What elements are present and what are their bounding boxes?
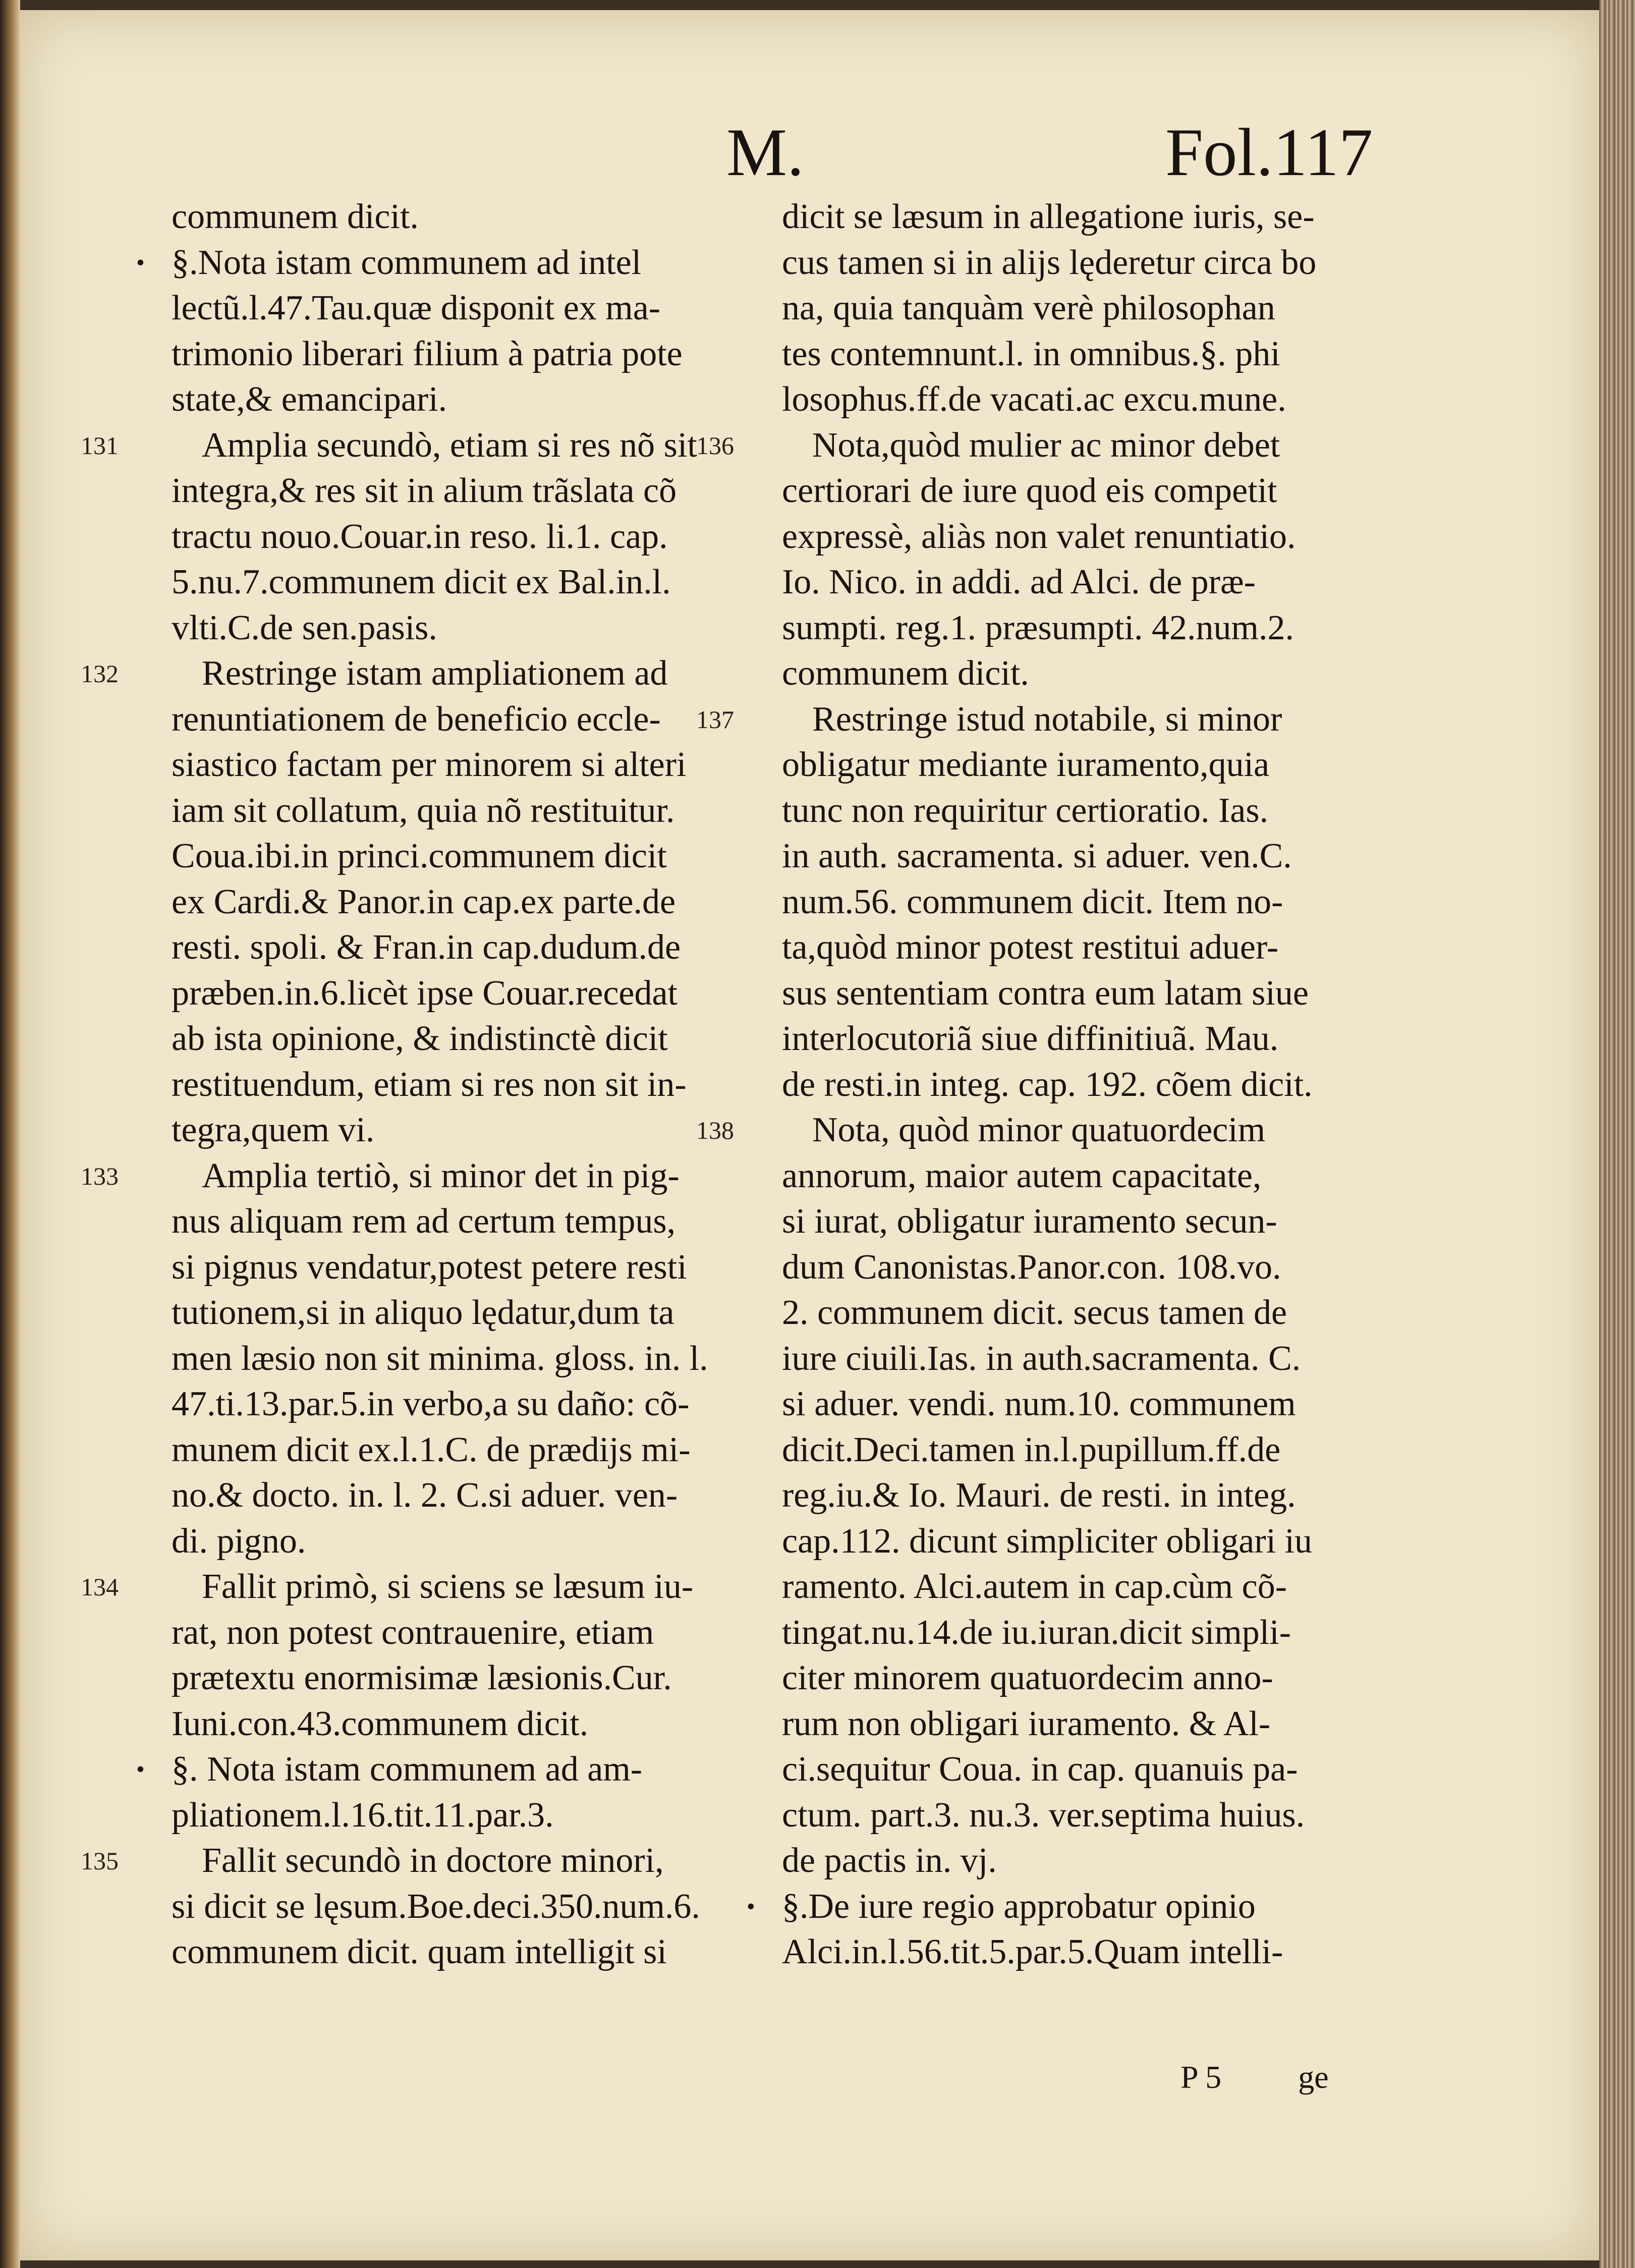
- text-line: [782, 879, 1342, 925]
- text-line: [172, 1655, 731, 1701]
- paragraph-number: 132: [81, 659, 119, 688]
- page-edge: [1599, 0, 1635, 2268]
- line-text: 2. communem dicit. secus tamen de: [782, 1293, 1287, 1332]
- text-line: [696, 1108, 1342, 1153]
- line-text: tunc non requiritur certioratio. Ias.: [782, 791, 1269, 830]
- text-line: [81, 1153, 731, 1199]
- text-line: [782, 240, 1342, 286]
- text-line: [172, 468, 731, 514]
- text-line: [782, 742, 1342, 788]
- text-line: [782, 925, 1342, 971]
- line-text: annorum, maior autem capacitate,: [782, 1156, 1262, 1195]
- line-text: 5.nu.7.communem dicit ex Bal.in.l.: [172, 563, 671, 601]
- text-line: [782, 1153, 1342, 1199]
- text-line: [172, 1290, 731, 1336]
- line-text: dicit.Deci.tamen in.l.pupillum.ff.de: [782, 1430, 1281, 1469]
- line-text: si pignus vendatur,potest petere resti: [172, 1247, 687, 1287]
- text-line: [172, 1884, 731, 1930]
- text-line: [136, 240, 731, 286]
- paragraph-number: 137: [696, 705, 734, 734]
- text-line: [172, 879, 731, 925]
- line-text: certiorari de iure quod eis competit: [782, 471, 1277, 510]
- line-text: lectũ.l.47.Tau.quæ disponit ex ma-: [172, 289, 661, 327]
- page-footer: [1180, 2059, 1329, 2096]
- text-line: [81, 1564, 731, 1610]
- text-line: [172, 331, 731, 377]
- text-line: [172, 1427, 731, 1473]
- book-gutter: [0, 0, 20, 2268]
- text-line: [782, 514, 1342, 560]
- line-text: dicit se læsum in allegatione iuris, se-: [782, 197, 1315, 236]
- text-line: [782, 377, 1342, 423]
- line-text: rum non obligari iuramento. & Al-: [782, 1704, 1271, 1743]
- line-text: §.De iure regio approbatur opinio: [782, 1887, 1256, 1926]
- text-line: [782, 1610, 1342, 1656]
- text-line: [696, 423, 1342, 469]
- line-text: restituendum, etiam si res non sit in-: [172, 1065, 687, 1104]
- line-text: tegra,quem vi.: [172, 1111, 375, 1149]
- right-column: [696, 194, 1342, 1975]
- text-line: [172, 1701, 731, 1747]
- text-line: [172, 1793, 731, 1839]
- text-line: [172, 377, 731, 423]
- line-text: Iuni.con.43.communem dicit.: [172, 1704, 589, 1743]
- line-text: citer minorem quatuordecim anno-: [782, 1658, 1273, 1697]
- line-text: obligatur mediante iuramento,quia: [782, 745, 1270, 784]
- line-text: reg.iu.& Io. Mauri. de resti. in integ.: [782, 1476, 1296, 1515]
- line-text: nus aliquam rem ad certum tempus,: [172, 1202, 676, 1241]
- line-text: iam sit collatum, quia nõ restituitur.: [172, 791, 675, 830]
- text-line: [172, 971, 731, 1017]
- line-text: Coua.ibi.in princi.communem dicit: [172, 837, 667, 875]
- line-text: pliationem.l.16.tit.11.par.3.: [172, 1795, 554, 1835]
- line-text: si dicit se lęsum.Boe.deci.350.num.6.: [172, 1887, 700, 1926]
- line-text: præben.in.6.licèt ipse Couar.recedat: [172, 973, 678, 1013]
- line-text: ctum. part.3. nu.3. ver.septima huius.: [782, 1795, 1305, 1835]
- header-letter: M.: [726, 115, 804, 190]
- line-text: §.Nota istam communem ad intel: [172, 243, 642, 282]
- line-text: tutionem,si in aliquo lędatur,dum ta: [172, 1293, 674, 1332]
- text-line: [172, 1245, 731, 1291]
- line-text: cus tamen si in alijs lęderetur circa bo: [782, 243, 1317, 282]
- line-text: trimonio liberari filium à patria pote: [172, 334, 683, 373]
- bullet-icon: •: [747, 1893, 755, 1920]
- text-line: [782, 1838, 1342, 1884]
- line-text: expressè, aliàs non valet renuntiatio.: [782, 517, 1296, 556]
- text-line: [782, 194, 1342, 240]
- paragraph-number: 133: [81, 1161, 119, 1190]
- line-text: siastico factam per minorem si alteri: [172, 745, 687, 784]
- catchword: ge: [1298, 2059, 1329, 2095]
- text-line: [782, 1336, 1342, 1382]
- line-text: Alci.in.l.56.tit.5.par.5.Quam intelli-: [782, 1932, 1283, 1971]
- paragraph-number: 136: [696, 431, 734, 460]
- text-line: [782, 788, 1342, 834]
- line-text: communem dicit.: [782, 654, 1029, 693]
- text-line: [782, 1701, 1342, 1747]
- text-line: [782, 286, 1342, 331]
- text-line: [782, 1929, 1342, 1975]
- text-line: [172, 925, 731, 971]
- text-line: [172, 1929, 731, 1975]
- line-text: integra,& res sit in alium trãslata cõ: [172, 471, 677, 510]
- text-line: [782, 1747, 1342, 1793]
- line-text: ex Cardi.& Panor.in cap.ex parte.de: [172, 882, 676, 921]
- line-text: Nota,quòd mulier ac minor debet: [812, 425, 1280, 465]
- text-line: [782, 605, 1342, 651]
- signature-mark: P 5: [1180, 2059, 1222, 2095]
- text-line: [696, 697, 1342, 743]
- line-text: Fallit primò, si sciens se læsum iu-: [202, 1567, 694, 1606]
- text-line: [782, 1564, 1342, 1610]
- line-text: si iurat, obligatur iuramento secun-: [782, 1202, 1277, 1241]
- line-text: in auth. sacramenta. si aduer. ven.C.: [782, 837, 1292, 875]
- line-text: si aduer. vendi. num.10. communem: [782, 1385, 1296, 1423]
- line-text: munem dicit ex.l.1.C. de prædijs mi-: [172, 1430, 691, 1469]
- line-text: tes contemnunt.l. in omnibus.§. phi: [782, 334, 1280, 373]
- line-text: Nota, quòd minor quatuordecim: [812, 1111, 1266, 1149]
- text-line: [136, 1747, 731, 1793]
- line-text: losophus.ff.de vacati.ac excu.mune.: [782, 380, 1286, 419]
- text-line: [172, 1610, 731, 1656]
- text-line: [782, 560, 1342, 605]
- line-text: vlti.C.de sen.pasis.: [172, 608, 437, 647]
- line-text: communem dicit. quam intelligit si: [172, 1932, 667, 1971]
- text-line: [782, 1245, 1342, 1291]
- line-text: §. Nota istam communem ad am-: [172, 1750, 643, 1789]
- line-text: iure ciuili.Ias. in auth.sacramenta. C.: [782, 1339, 1301, 1378]
- left-column: [81, 194, 731, 1975]
- line-text: prætextu enormisimæ læsionis.Cur.: [172, 1658, 672, 1697]
- text-line: [172, 560, 731, 605]
- text-line: [172, 1381, 731, 1427]
- text-line: [782, 468, 1342, 514]
- line-text: Amplia secundò, etiam si res nõ sit: [202, 425, 697, 465]
- text-line: [782, 1793, 1342, 1839]
- text-line: [172, 1473, 731, 1519]
- line-text: di. pigno.: [172, 1521, 306, 1561]
- running-header: [20, 114, 1599, 194]
- text-line: [782, 1427, 1342, 1473]
- paragraph-number: 138: [696, 1116, 734, 1144]
- bullet-icon: •: [136, 249, 145, 276]
- text-line: [172, 742, 731, 788]
- text-line: [172, 194, 731, 240]
- line-text: Restringe istud notabile, si minor: [812, 699, 1282, 739]
- text-line: [172, 788, 731, 834]
- paragraph-number: 135: [81, 1847, 119, 1875]
- line-text: renuntiationem de beneficio eccle-: [172, 699, 661, 739]
- line-text: resti. spoli. & Fran.in cap.dudum.de: [172, 928, 681, 967]
- text-line: [782, 651, 1342, 697]
- text-line: [782, 971, 1342, 1017]
- line-text: tingat.nu.14.de iu.iuran.dicit simpli-: [782, 1613, 1291, 1652]
- line-text: sumpti. reg.1. præsumpti. 42.num.2.: [782, 608, 1294, 647]
- line-text: ci.sequitur Coua. in cap. quanuis pa-: [782, 1750, 1298, 1789]
- text-line: [81, 651, 731, 697]
- text-line: [782, 1473, 1342, 1519]
- line-text: tractu nouo.Couar.in reso. li.1. cap.: [172, 517, 668, 556]
- text-line: [172, 605, 731, 651]
- text-line: [172, 286, 731, 331]
- line-text: Amplia tertiò, si minor det in pig-: [202, 1156, 680, 1195]
- line-text: ta,quòd minor potest restitui aduer-: [782, 928, 1279, 967]
- line-text: ramento. Alci.autem in cap.cùm cõ-: [782, 1567, 1287, 1606]
- text-line: [782, 1016, 1342, 1062]
- line-text: cap.112. dicunt simpliciter obligari iu: [782, 1521, 1313, 1561]
- paragraph-number: 131: [81, 431, 119, 460]
- text-line: [782, 1381, 1342, 1427]
- text-line: [81, 1838, 731, 1884]
- text-line: [172, 1016, 731, 1062]
- text-line: [782, 834, 1342, 879]
- line-text: de pactis in. vj.: [782, 1841, 997, 1880]
- line-text: rat, non potest contrauenire, etiam: [172, 1613, 654, 1652]
- line-text: num.56. communem dicit. Item no-: [782, 882, 1283, 921]
- folio-number: Fol.117: [1165, 115, 1373, 190]
- line-text: Restringe istam ampliationem ad: [202, 654, 668, 693]
- text-line: [172, 514, 731, 560]
- text-line: [81, 423, 731, 469]
- paragraph-number: 134: [81, 1573, 119, 1601]
- text-line: [747, 1884, 1342, 1930]
- line-text: na, quia tanquàm verè philosophan: [782, 289, 1275, 327]
- text-line: [172, 1108, 731, 1153]
- text-line: [782, 331, 1342, 377]
- line-text: 47.ti.13.par.5.in verbo,a su daño: cõ-: [172, 1385, 690, 1423]
- line-text: de resti.in integ. cap. 192. cõem dicit.: [782, 1065, 1313, 1104]
- line-text: men læsio non sit minima. gloss. in. l.: [172, 1339, 708, 1378]
- line-text: state,& emancipari.: [172, 380, 447, 419]
- bullet-icon: •: [136, 1756, 145, 1783]
- line-text: interlocutoriã siue diffinitiuã. Mau.: [782, 1019, 1279, 1058]
- book-page: [20, 10, 1599, 2260]
- line-text: no.& docto. in. l. 2. C.si aduer. ven-: [172, 1476, 678, 1515]
- text-line: [172, 1336, 731, 1382]
- text-line: [782, 1062, 1342, 1108]
- line-text: dum Canonistas.Panor.con. 108.vo.: [782, 1247, 1281, 1287]
- line-text: communem dicit.: [172, 197, 419, 236]
- text-line: [172, 697, 731, 743]
- line-text: Fallit secundò in doctore minori,: [202, 1841, 664, 1880]
- text-line: [782, 1655, 1342, 1701]
- text-line: [782, 1290, 1342, 1336]
- text-line: [172, 834, 731, 879]
- text-line: [172, 1199, 731, 1245]
- text-line: [782, 1519, 1342, 1565]
- line-text: ab ista opinione, & indistinctè dicit: [172, 1019, 668, 1058]
- text-line: [172, 1062, 731, 1108]
- text-line: [172, 1519, 731, 1565]
- line-text: sus sententiam contra eum latam siue: [782, 973, 1309, 1013]
- line-text: Io. Nico. in addi. ad Alci. de præ-: [782, 563, 1256, 601]
- text-line: [782, 1199, 1342, 1245]
